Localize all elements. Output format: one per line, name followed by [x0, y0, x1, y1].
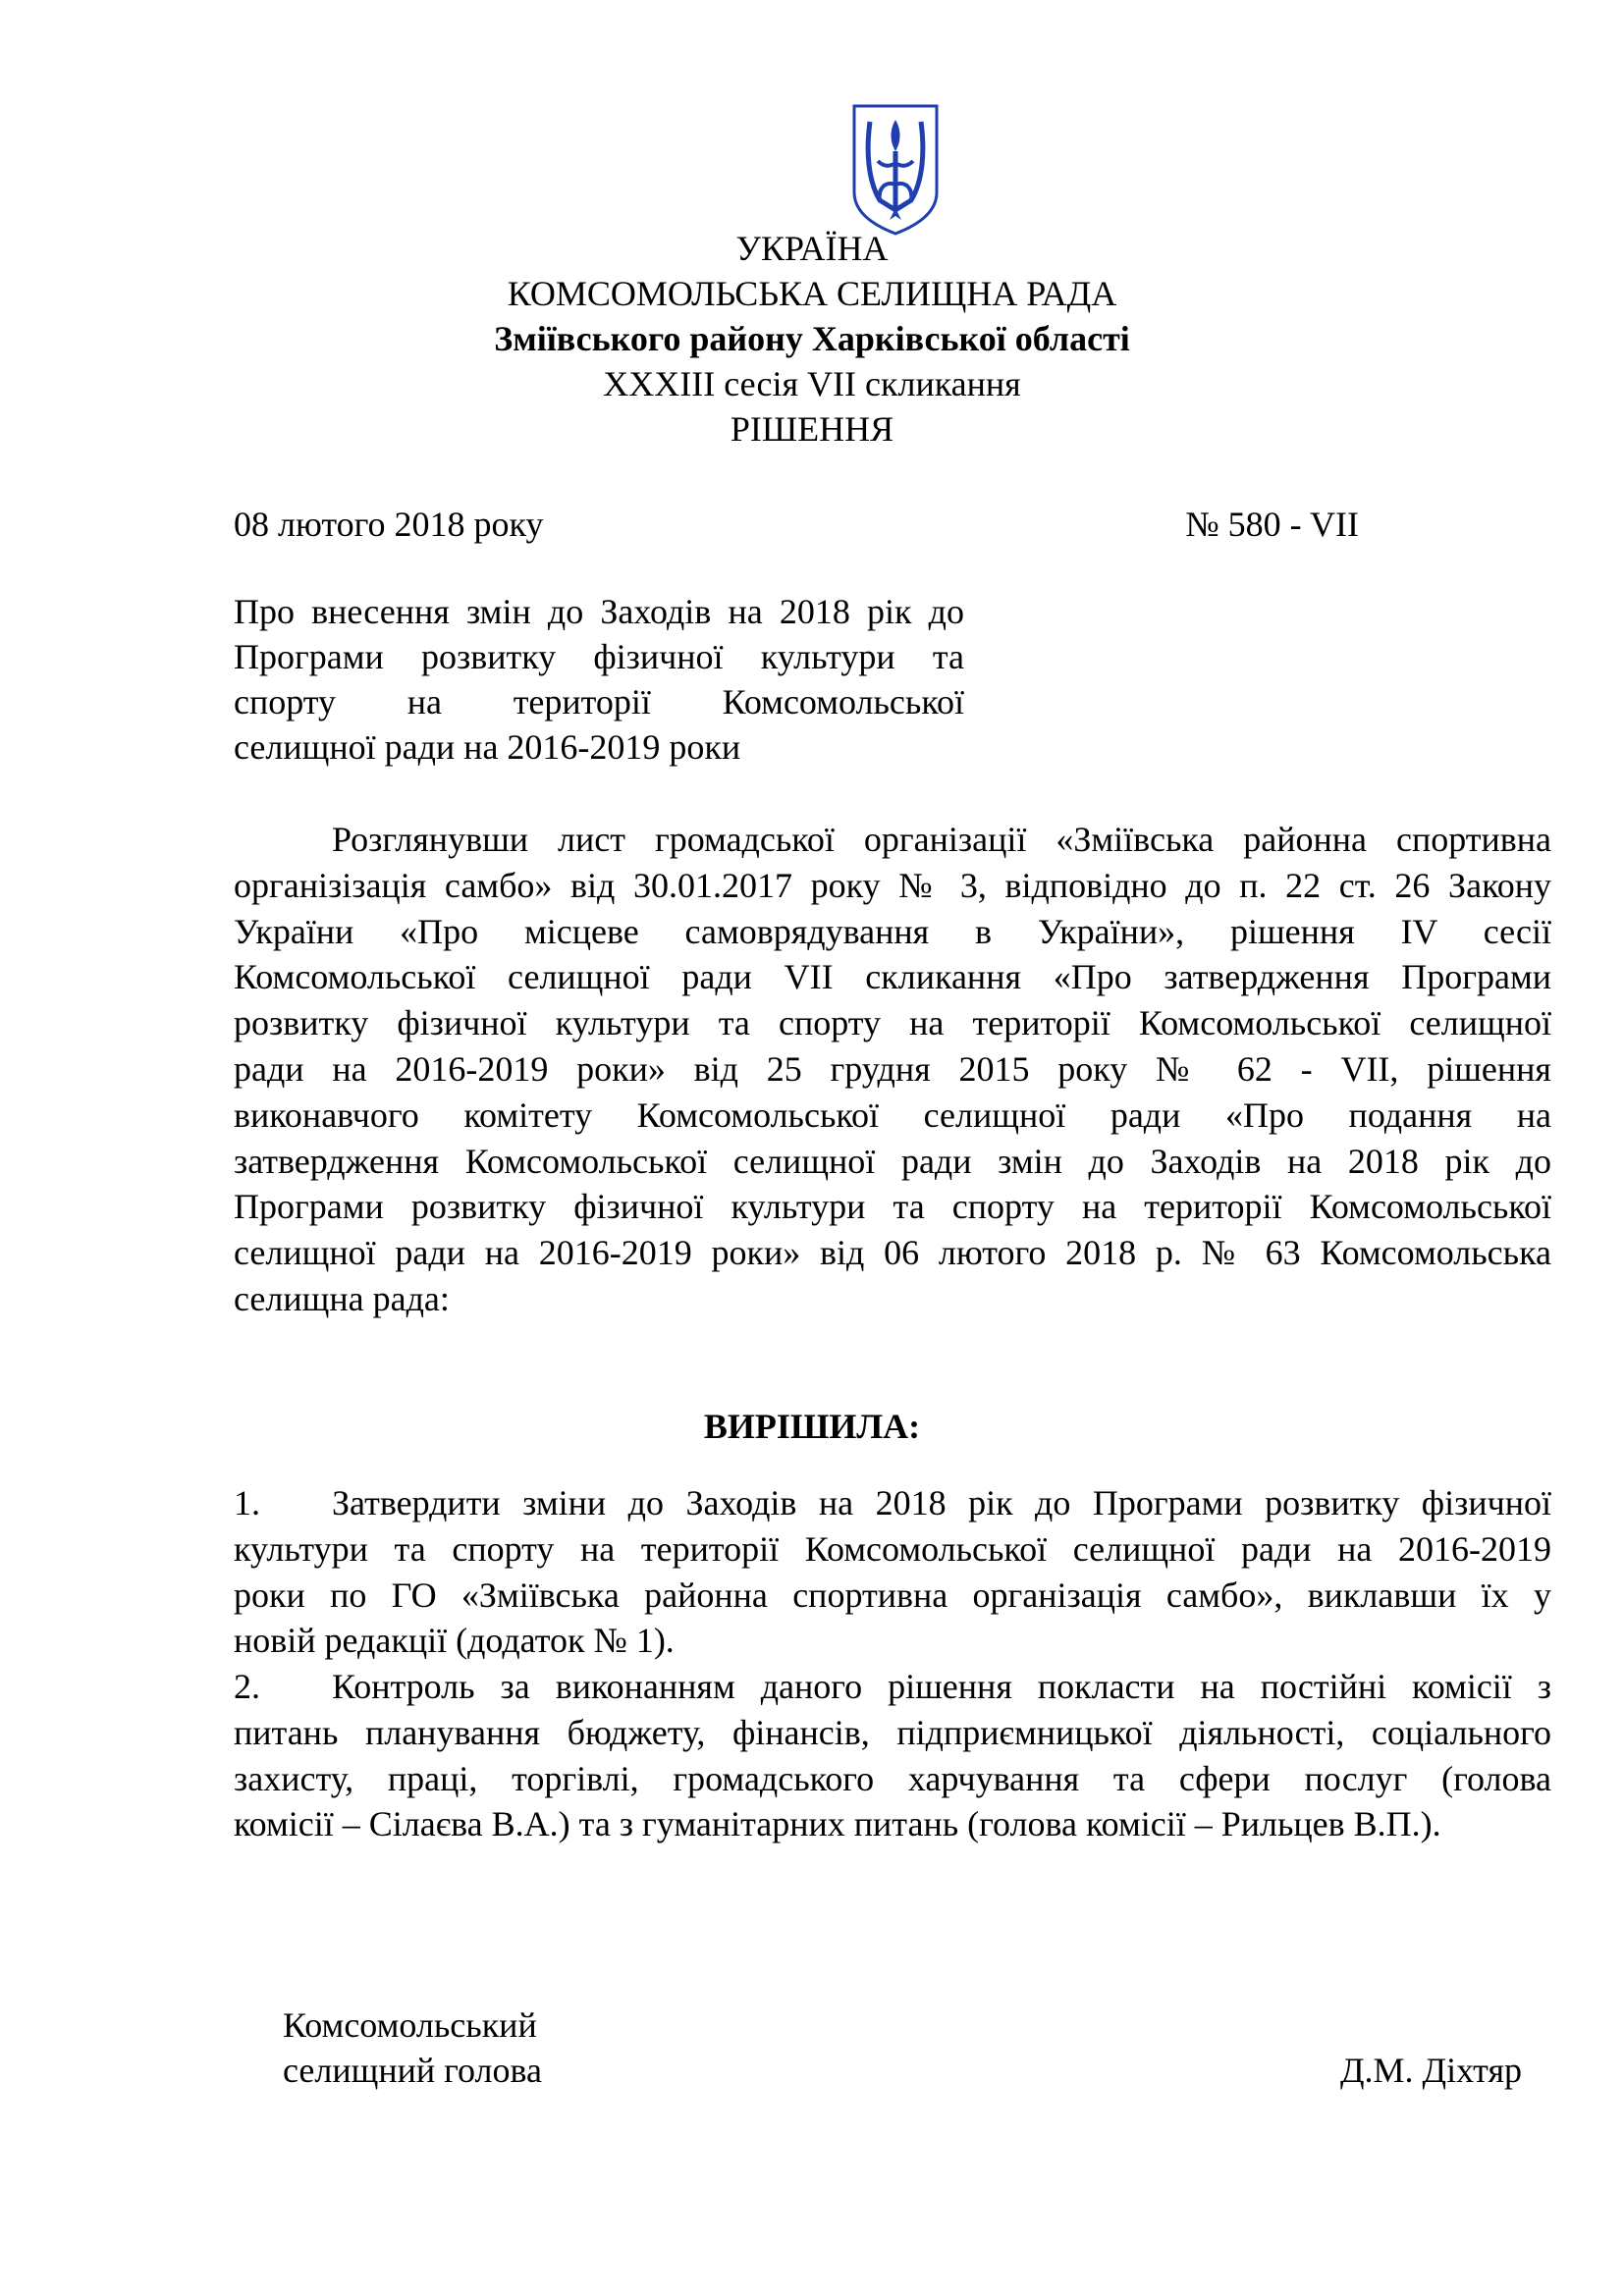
- preamble-line: Програми розвитку фізичної культури та спорту на території Комсомольської: [234, 1187, 1551, 1227]
- document-header: [0, 226, 1624, 452]
- preamble-line: організізація самбо» від 30.01.2017 року № 3, відповідно до п. 22 ст. 26 Закону: [234, 865, 1551, 905]
- item-line: новій редакції (додаток № 1).: [234, 1621, 675, 1661]
- decided-heading: ВИРІШИЛА:: [703, 1407, 921, 1446]
- preamble-line: селищної ради на 2016-2019 роки» від 06 лютого 2018 р. № 63 Комсомольська: [234, 1233, 1551, 1273]
- preamble-line: Розглянувши лист громадської організації «Зміївська районна спортивна: [332, 820, 1551, 859]
- council-title: КОМСОМОЛЬСЬКА СЕЛИЩНА РАДА: [507, 274, 1117, 313]
- signatory-name: Д.М. Діхтяр: [1339, 2051, 1522, 2090]
- item-line: [234, 1664, 1551, 1710]
- item-line: захисту, праці, торгівлі, громадського харчування та сфери послуг (голова: [234, 1758, 1551, 1798]
- decision-item-2: [234, 1664, 1551, 1847]
- subject-line: спорту на території Комсомольської: [234, 682, 964, 721]
- preamble-line: розвитку фізичної культури та спорту на території Комсомольської селищної: [234, 1003, 1551, 1043]
- decision-date: 08 лютого 2018 року: [234, 505, 544, 544]
- item-line: роки по ГО «Зміївська районна спортивна організація самбо», виклавши їх у: [234, 1575, 1551, 1615]
- signatory-position-line: Комсомольський: [283, 2005, 537, 2045]
- item-number: 2.: [234, 1667, 260, 1706]
- preamble-line: ради на 2016-2019 роки» від 25 грудня 2015 року № 62 - VII, рішення: [234, 1048, 1551, 1089]
- subject-line: Про внесення змін до Заходів на 2018 рік до: [234, 592, 964, 631]
- decision-number: № 580 - VII: [1185, 505, 1359, 544]
- decision-subject: [234, 589, 964, 770]
- preamble-line: селищна рада:: [234, 1278, 450, 1318]
- subject-line: Програми розвитку фізичної культури та: [234, 637, 964, 676]
- item-line: комісії – Сілаєва В.А.) та з гуманітарних питань (голова комісії – Рильцев В.П.).: [234, 1804, 1441, 1844]
- item-text: Затвердити зміни до Заходів на 2018 рік до Програми розвитку фізичної: [332, 1483, 1551, 1522]
- trident-coat-of-arms-icon: [850, 102, 941, 238]
- item-line: [234, 1480, 1551, 1526]
- session-title: XXXIII сесія VII скликання: [603, 364, 1021, 403]
- item-line: питань планування бюджету, фінансів, підприємницької діяльності, соціального: [234, 1712, 1551, 1752]
- item-text: Контроль за виконанням даного рішення покласти на постійні комісії з: [332, 1667, 1551, 1706]
- signatory-position-line: селищний голова: [283, 2051, 543, 2090]
- item-line: культури та спорту на території Комсомольської селищної ради на 2016-2019: [234, 1528, 1551, 1569]
- preamble-line: виконавчого комітету Комсомольської селищної ради «Про подання на: [234, 1095, 1551, 1135]
- preamble-paragraph: [234, 817, 1551, 1322]
- preamble-line: затвердження Комсомольської селищної ради змін до Заходів на 2018 рік до: [234, 1141, 1551, 1181]
- country-title: УКРАЇНА: [735, 229, 889, 268]
- item-number: 1.: [234, 1483, 260, 1522]
- preamble-line: Комсомольської селищної ради VII скликання «Про затвердження Програми: [234, 957, 1551, 997]
- district-title: Зміївського району Харківської області: [494, 319, 1130, 358]
- preamble-line: України «Про місцеве самоврядування в України», рішення IV сесії: [234, 911, 1551, 951]
- subject-line: селищної ради на 2016-2019 роки: [234, 727, 741, 767]
- decision-item-1: [234, 1480, 1551, 1664]
- document-type-title: РІШЕННЯ: [730, 409, 894, 449]
- signatory-position: [283, 2002, 542, 2093]
